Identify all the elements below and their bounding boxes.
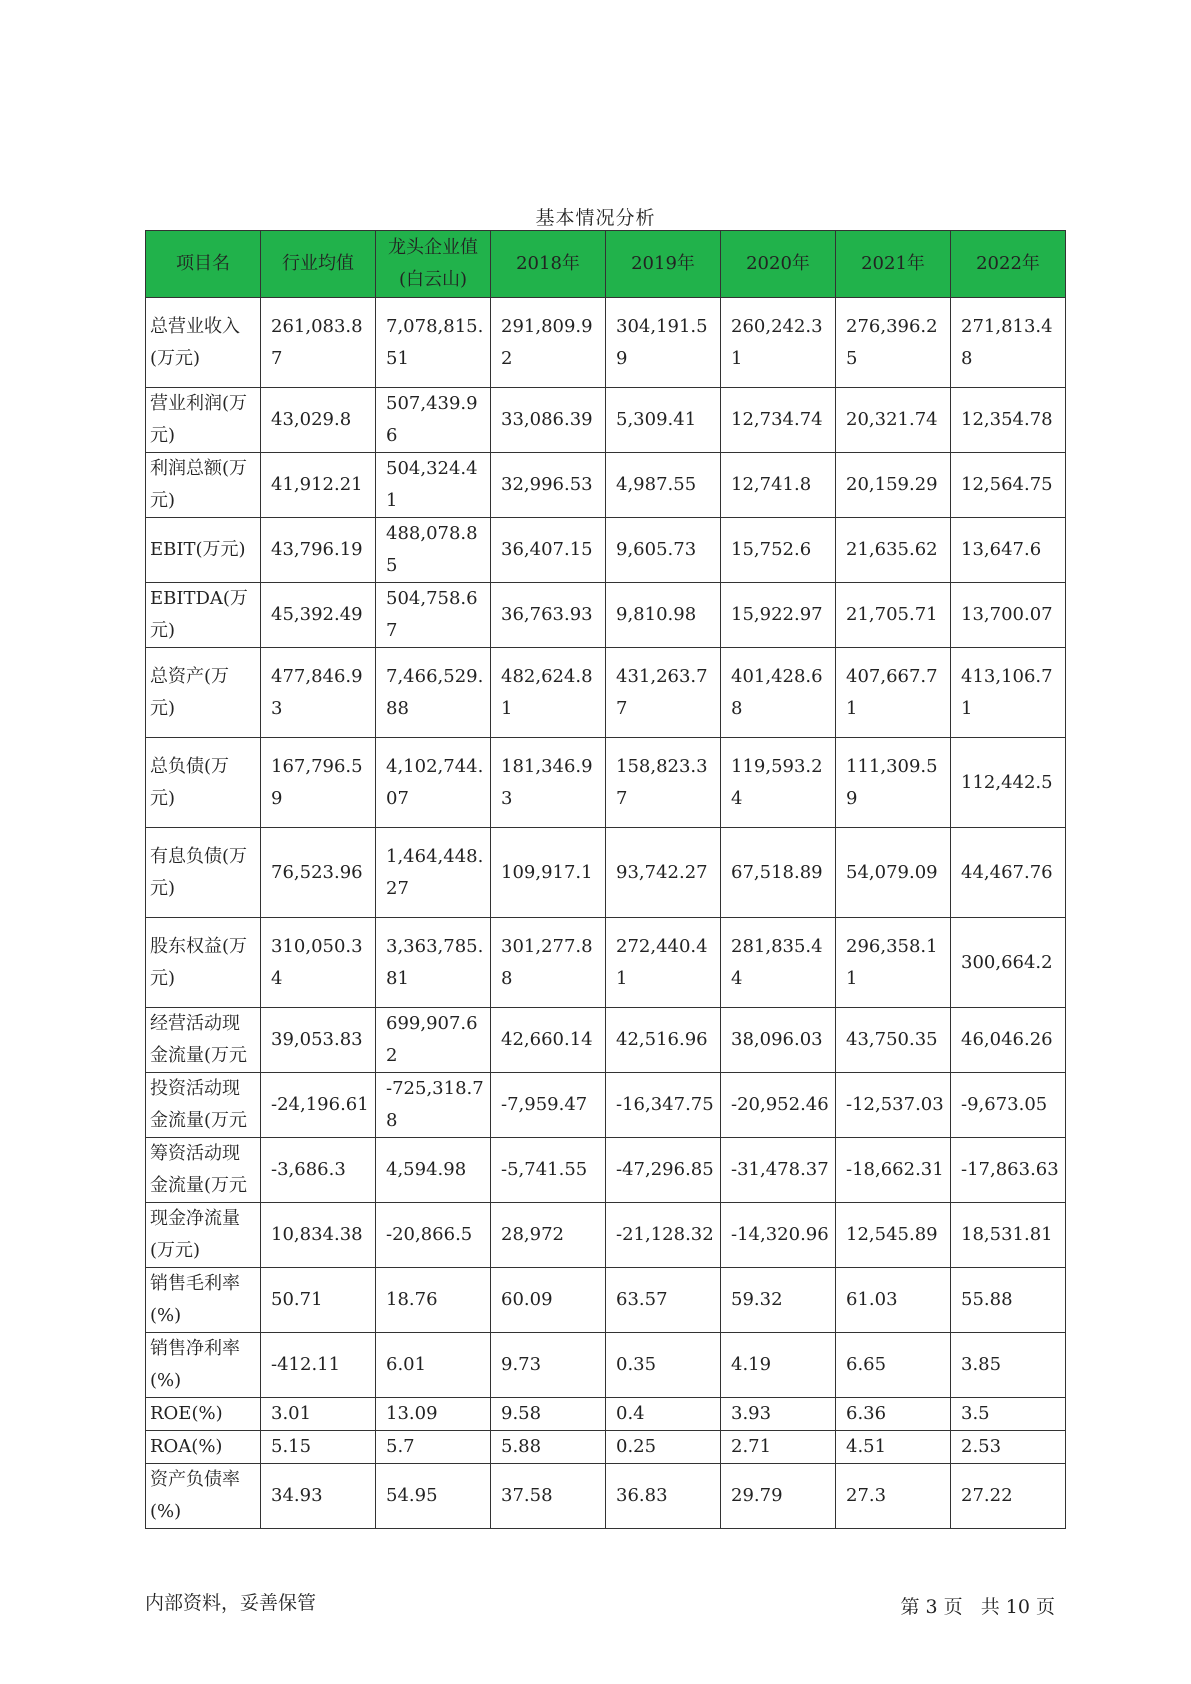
value-cell: 5.7 <box>376 1431 491 1464</box>
value-cell: 0.4 <box>606 1398 721 1431</box>
value-cell: 13,700.07 <box>951 583 1066 648</box>
row-label: 总资产(万元) <box>146 648 261 738</box>
value-cell: 15,922.97 <box>721 583 836 648</box>
value-cell: 504,758.67 <box>376 583 491 648</box>
value-cell: -7,959.47 <box>491 1073 606 1138</box>
value-cell: 27.3 <box>836 1464 951 1529</box>
table-row <box>146 648 1066 738</box>
value-cell: 76,523.96 <box>261 828 376 918</box>
table-body <box>146 298 1066 1529</box>
row-label: ROE(%) <box>146 1398 261 1431</box>
row-label: 总营业收入(万元) <box>146 298 261 388</box>
value-cell: 407,667.71 <box>836 648 951 738</box>
value-cell: 9,605.73 <box>606 518 721 583</box>
value-cell: -24,196.61 <box>261 1073 376 1138</box>
value-cell: 59.32 <box>721 1268 836 1333</box>
row-label: 现金净流量(万元) <box>146 1203 261 1268</box>
header-cell: 龙头企业值(白云山) <box>376 231 491 298</box>
value-cell: 12,734.74 <box>721 388 836 453</box>
value-cell: 12,545.89 <box>836 1203 951 1268</box>
table-row <box>146 298 1066 388</box>
value-cell: 20,321.74 <box>836 388 951 453</box>
value-cell: 41,912.21 <box>261 453 376 518</box>
page-number: 第 3 页 <box>900 1596 963 1618</box>
row-label: 总负债(万元) <box>146 738 261 828</box>
value-cell: -9,673.05 <box>951 1073 1066 1138</box>
value-cell: -21,128.32 <box>606 1203 721 1268</box>
value-cell: 12,354.78 <box>951 388 1066 453</box>
value-cell: 42,660.14 <box>491 1008 606 1073</box>
row-label: 经营活动现金流量(万元 <box>146 1008 261 1073</box>
value-cell: 119,593.24 <box>721 738 836 828</box>
value-cell: 296,358.11 <box>836 918 951 1008</box>
table-row <box>146 388 1066 453</box>
value-cell: 60.09 <box>491 1268 606 1333</box>
value-cell: 7,078,815.51 <box>376 298 491 388</box>
value-cell: 9.73 <box>491 1333 606 1398</box>
value-cell: 37.58 <box>491 1464 606 1529</box>
table-row <box>146 518 1066 583</box>
value-cell: 167,796.59 <box>261 738 376 828</box>
value-cell: 12,564.75 <box>951 453 1066 518</box>
value-cell: 45,392.49 <box>261 583 376 648</box>
row-label: 销售毛利率(%) <box>146 1268 261 1333</box>
value-cell: 4.51 <box>836 1431 951 1464</box>
row-label: 利润总额(万元) <box>146 453 261 518</box>
value-cell: 43,750.35 <box>836 1008 951 1073</box>
header-cell: 2022年 <box>951 231 1066 298</box>
value-cell: 488,078.85 <box>376 518 491 583</box>
row-label: EBITDA(万元) <box>146 583 261 648</box>
value-cell: 413,106.71 <box>951 648 1066 738</box>
table-row <box>146 918 1066 1008</box>
header-cell: 行业均值 <box>261 231 376 298</box>
value-cell: 67,518.89 <box>721 828 836 918</box>
row-label: 投资活动现金流量(万元 <box>146 1073 261 1138</box>
row-label: EBIT(万元) <box>146 518 261 583</box>
value-cell: 4.19 <box>721 1333 836 1398</box>
value-cell: 54.95 <box>376 1464 491 1529</box>
value-cell: 158,823.37 <box>606 738 721 828</box>
value-cell: 272,440.41 <box>606 918 721 1008</box>
value-cell: -47,296.85 <box>606 1138 721 1203</box>
value-cell: 39,053.83 <box>261 1008 376 1073</box>
value-cell: 42,516.96 <box>606 1008 721 1073</box>
header-cell: 项目名 <box>146 231 261 298</box>
header-cell: 2019年 <box>606 231 721 298</box>
table-row <box>146 453 1066 518</box>
value-cell: 507,439.96 <box>376 388 491 453</box>
value-cell: 21,705.71 <box>836 583 951 648</box>
value-cell: 27.22 <box>951 1464 1066 1529</box>
value-cell: 55.88 <box>951 1268 1066 1333</box>
row-label: 有息负债(万元) <box>146 828 261 918</box>
value-cell: 5,309.41 <box>606 388 721 453</box>
value-cell: 93,742.27 <box>606 828 721 918</box>
value-cell: 2.71 <box>721 1431 836 1464</box>
value-cell: 271,813.48 <box>951 298 1066 388</box>
table-row <box>146 1464 1066 1529</box>
value-cell: 50.71 <box>261 1268 376 1333</box>
value-cell: 34.93 <box>261 1464 376 1529</box>
row-label: 销售净利率(%) <box>146 1333 261 1398</box>
value-cell: 9,810.98 <box>606 583 721 648</box>
table-row <box>146 1008 1066 1073</box>
value-cell: 13,647.6 <box>951 518 1066 583</box>
header-cell: 2020年 <box>721 231 836 298</box>
value-cell: 281,835.44 <box>721 918 836 1008</box>
table-row <box>146 738 1066 828</box>
header-row <box>146 231 1066 298</box>
value-cell: 9.58 <box>491 1398 606 1431</box>
value-cell: 36,407.15 <box>491 518 606 583</box>
value-cell: 109,917.1 <box>491 828 606 918</box>
value-cell: 0.35 <box>606 1333 721 1398</box>
value-cell: 61.03 <box>836 1268 951 1333</box>
footer-confidential-note: 内部资料，妥善保管 <box>145 1592 317 1614</box>
value-cell: 112,442.5 <box>951 738 1066 828</box>
row-label: 筹资活动现金流量(万元 <box>146 1138 261 1203</box>
value-cell: 28,972 <box>491 1203 606 1268</box>
value-cell: 43,029.8 <box>261 388 376 453</box>
table-row <box>146 1268 1066 1333</box>
value-cell: 0.25 <box>606 1431 721 1464</box>
value-cell: 54,079.09 <box>836 828 951 918</box>
table-row <box>146 1203 1066 1268</box>
value-cell: -18,662.31 <box>836 1138 951 1203</box>
value-cell: 20,159.29 <box>836 453 951 518</box>
row-label: 股东权益(万元) <box>146 918 261 1008</box>
value-cell: 3.01 <box>261 1398 376 1431</box>
row-label: ROA(%) <box>146 1431 261 1464</box>
header-cell: 2018年 <box>491 231 606 298</box>
value-cell: 431,263.77 <box>606 648 721 738</box>
value-cell: 504,324.41 <box>376 453 491 518</box>
value-cell: 3.93 <box>721 1398 836 1431</box>
value-cell: -14,320.96 <box>721 1203 836 1268</box>
value-cell: 10,834.38 <box>261 1203 376 1268</box>
value-cell: 3.5 <box>951 1398 1066 1431</box>
value-cell: 181,346.93 <box>491 738 606 828</box>
value-cell: 32,996.53 <box>491 453 606 518</box>
value-cell: 4,594.98 <box>376 1138 491 1203</box>
value-cell: 300,664.2 <box>951 918 1066 1008</box>
value-cell: 6.36 <box>836 1398 951 1431</box>
table-row <box>146 828 1066 918</box>
value-cell: 1,464,448.27 <box>376 828 491 918</box>
value-cell: 6.65 <box>836 1333 951 1398</box>
value-cell: 6.01 <box>376 1333 491 1398</box>
value-cell: 301,277.88 <box>491 918 606 1008</box>
value-cell: 33,086.39 <box>491 388 606 453</box>
value-cell: 46,046.26 <box>951 1008 1066 1073</box>
value-cell: -3,686.3 <box>261 1138 376 1203</box>
value-cell: -20,866.5 <box>376 1203 491 1268</box>
page-total: 共 10 页 <box>980 1596 1055 1618</box>
table-row <box>146 1073 1066 1138</box>
table-row <box>146 1398 1066 1431</box>
value-cell: 43,796.19 <box>261 518 376 583</box>
value-cell: 401,428.68 <box>721 648 836 738</box>
value-cell: 477,846.93 <box>261 648 376 738</box>
value-cell: -17,863.63 <box>951 1138 1066 1203</box>
value-cell: 29.79 <box>721 1464 836 1529</box>
row-label: 资产负债率(%) <box>146 1464 261 1529</box>
value-cell: -31,478.37 <box>721 1138 836 1203</box>
value-cell: -725,318.78 <box>376 1073 491 1138</box>
value-cell: -412.11 <box>261 1333 376 1398</box>
table-row <box>146 1333 1066 1398</box>
value-cell: 4,987.55 <box>606 453 721 518</box>
value-cell: 15,752.6 <box>721 518 836 583</box>
value-cell: -20,952.46 <box>721 1073 836 1138</box>
financial-table <box>145 230 1066 1529</box>
table-title: 基本情况分析 <box>535 207 656 229</box>
value-cell: 3.85 <box>951 1333 1066 1398</box>
value-cell: 310,050.34 <box>261 918 376 1008</box>
value-cell: 482,624.81 <box>491 648 606 738</box>
table-row <box>146 1431 1066 1464</box>
value-cell: 38,096.03 <box>721 1008 836 1073</box>
value-cell: 260,242.31 <box>721 298 836 388</box>
value-cell: 63.57 <box>606 1268 721 1333</box>
table-row <box>146 1138 1066 1203</box>
value-cell: 21,635.62 <box>836 518 951 583</box>
value-cell: -5,741.55 <box>491 1138 606 1203</box>
value-cell: 5.88 <box>491 1431 606 1464</box>
value-cell: -12,537.03 <box>836 1073 951 1138</box>
value-cell: 13.09 <box>376 1398 491 1431</box>
value-cell: 2.53 <box>951 1431 1066 1464</box>
value-cell: 36.83 <box>606 1464 721 1529</box>
footer-page-info <box>900 1592 1055 1619</box>
value-cell: 3,363,785.81 <box>376 918 491 1008</box>
value-cell: 111,309.59 <box>836 738 951 828</box>
header-cell: 2021年 <box>836 231 951 298</box>
value-cell: 12,741.8 <box>721 453 836 518</box>
value-cell: 44,467.76 <box>951 828 1066 918</box>
value-cell: 36,763.93 <box>491 583 606 648</box>
value-cell: 261,083.87 <box>261 298 376 388</box>
value-cell: 7,466,529.88 <box>376 648 491 738</box>
value-cell: 5.15 <box>261 1431 376 1464</box>
value-cell: 4,102,744.07 <box>376 738 491 828</box>
table-row <box>146 583 1066 648</box>
value-cell: 18.76 <box>376 1268 491 1333</box>
value-cell: 291,809.92 <box>491 298 606 388</box>
row-label: 营业利润(万元) <box>146 388 261 453</box>
value-cell: 276,396.25 <box>836 298 951 388</box>
value-cell: 699,907.62 <box>376 1008 491 1073</box>
value-cell: 304,191.59 <box>606 298 721 388</box>
value-cell: -16,347.75 <box>606 1073 721 1138</box>
value-cell: 18,531.81 <box>951 1203 1066 1268</box>
